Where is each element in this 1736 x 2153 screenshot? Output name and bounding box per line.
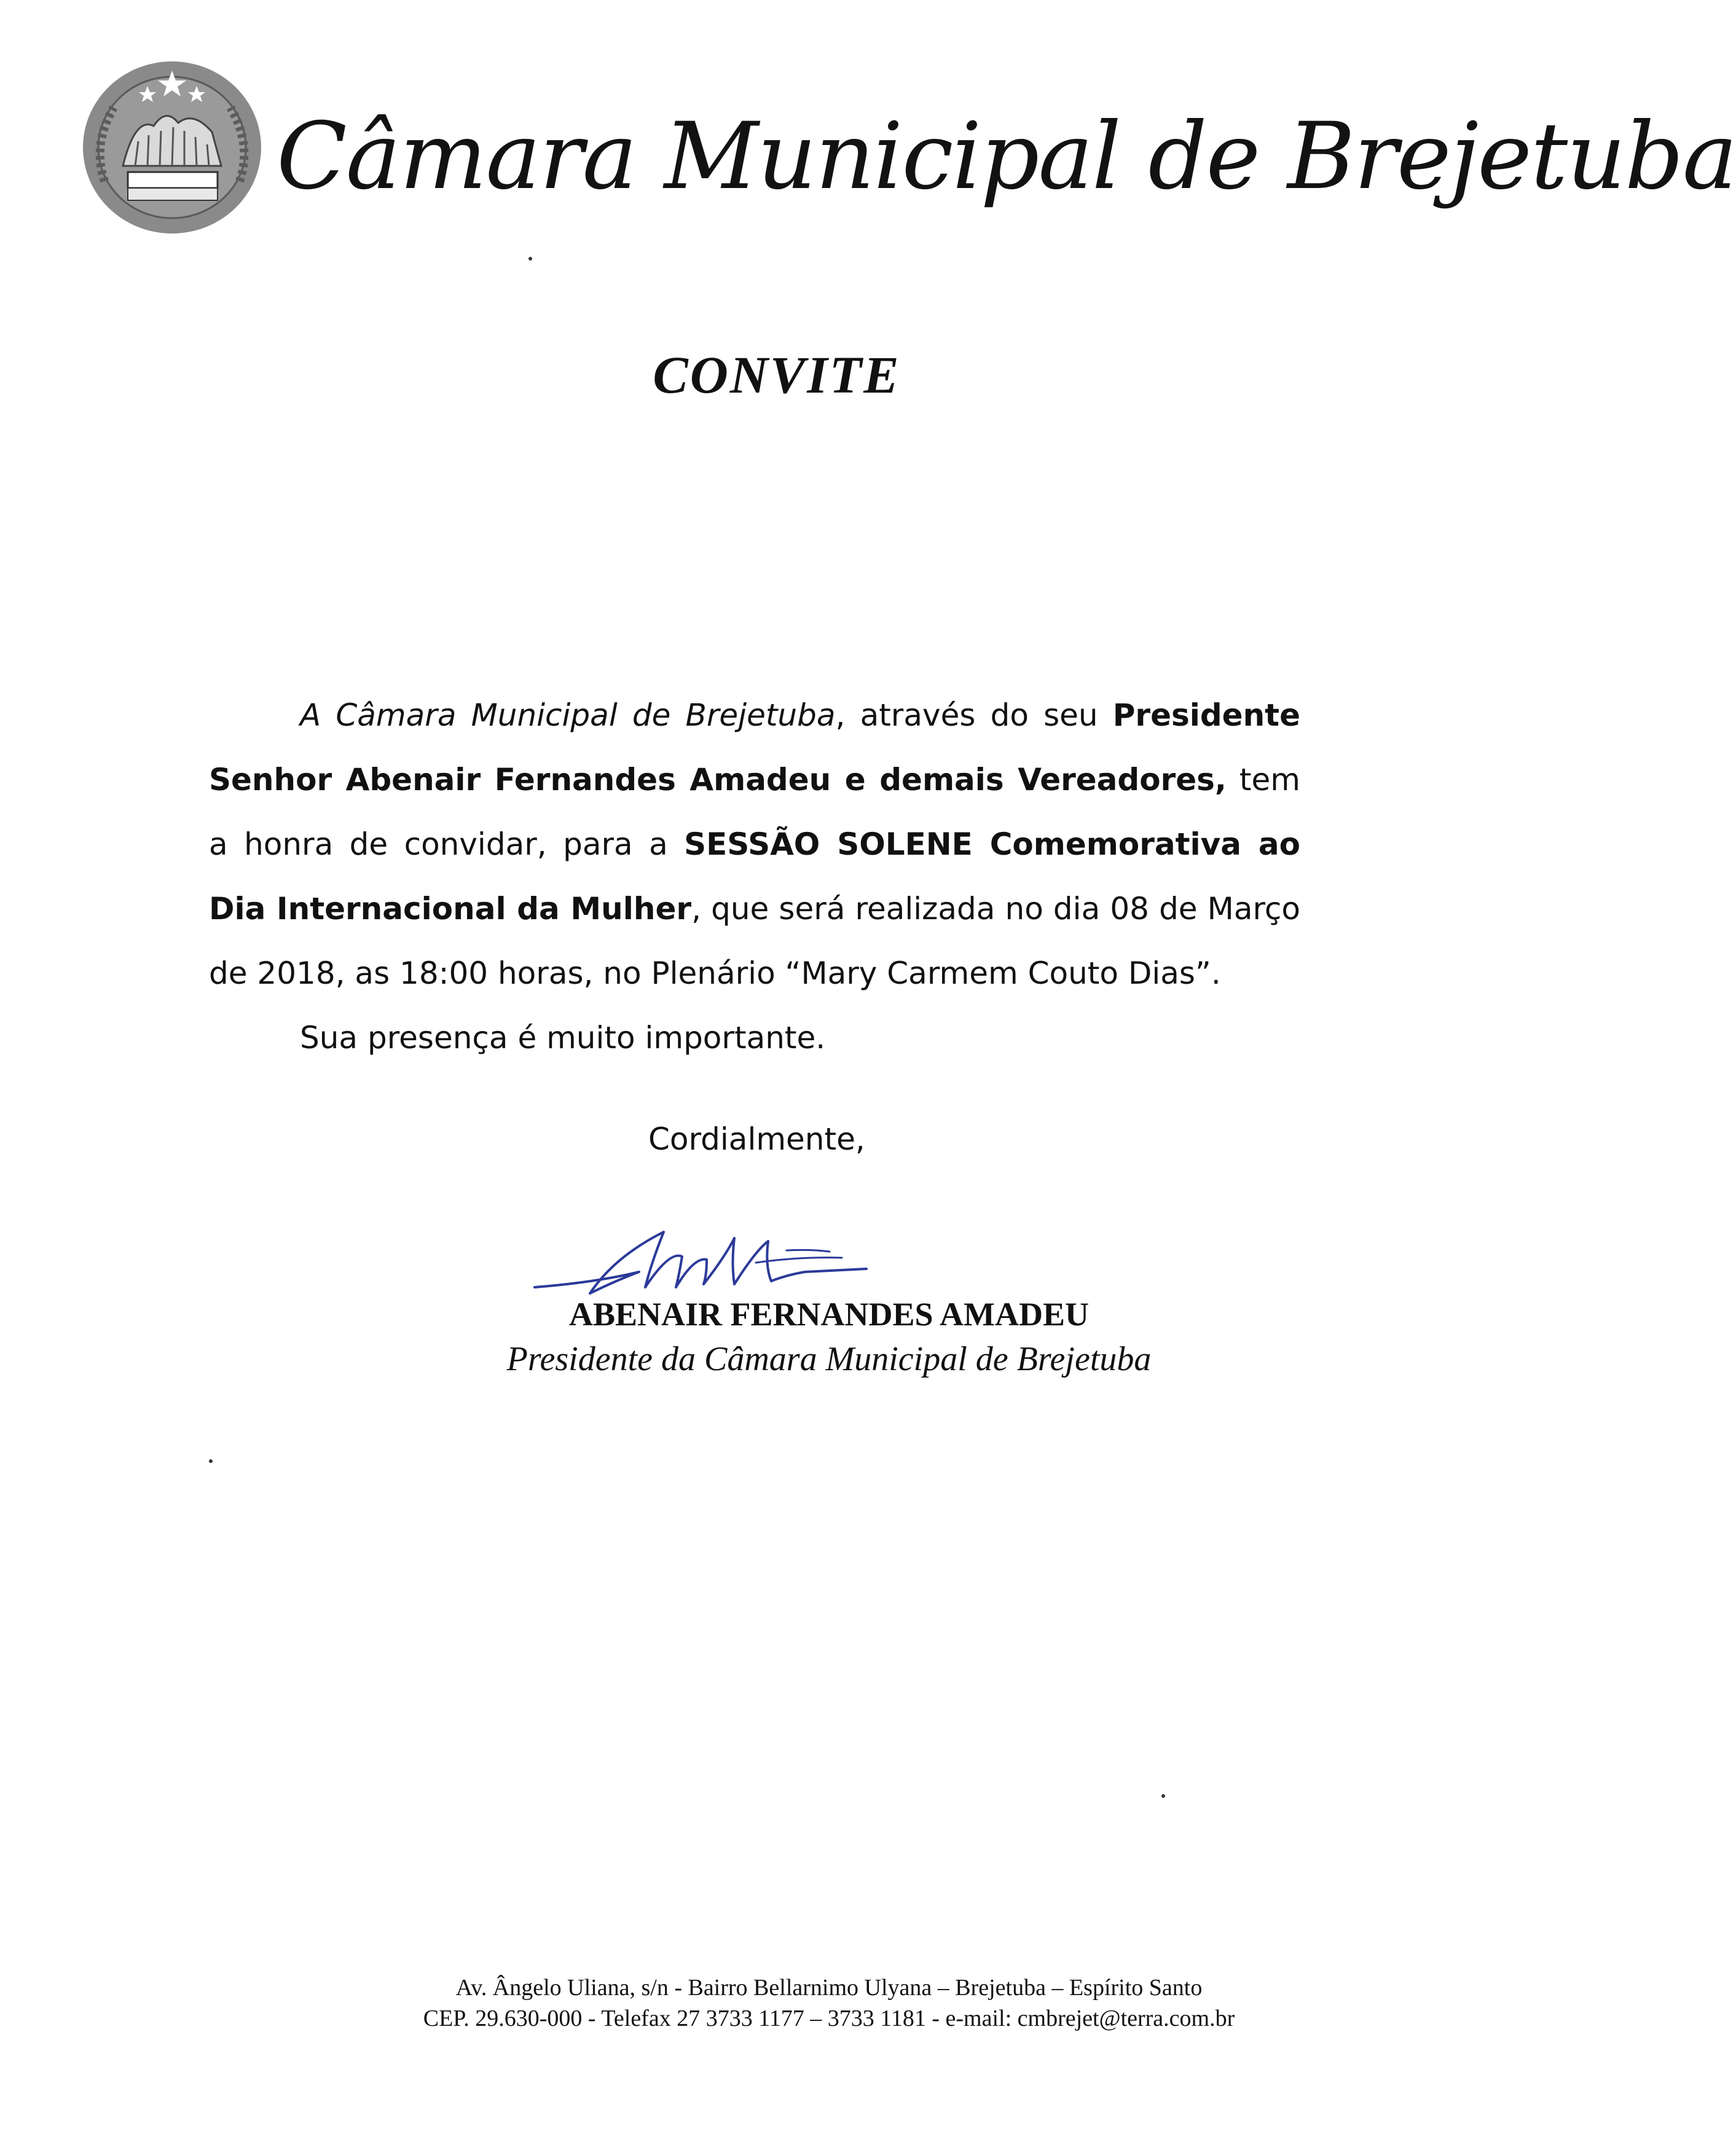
presence-paragraph: Sua presença é muito importante. [300, 1020, 826, 1056]
chamber-name: A Câmara Municipal de Brejetuba [300, 697, 836, 733]
session-name: SESSÃO SOLENE Comemorativa ao Dia Internacional da Mulher [209, 826, 1300, 927]
document-title: CONVITE [653, 345, 901, 404]
scan-speck [209, 1459, 213, 1463]
signer-role: Presidente da Câmara Municipal de Brejetuba [506, 1340, 1152, 1378]
scan-speck [1161, 1794, 1165, 1798]
signature-icon [522, 1214, 891, 1306]
closing-salutation: Cordialmente, [648, 1121, 865, 1157]
footer-contact-line: CEP. 29.630-000 - Telefax 27 3733 1177 – 3733 1181 - e-mail: cmbrejet@terra.com.br [423, 2006, 1235, 2031]
footer-address-line: Av. Ângelo Uliana, s/n - Bairro Bellarnimo Ulyana – Brejetuba – Espírito Santo [455, 1975, 1203, 2001]
municipal-seal [80, 58, 264, 237]
signer-name: ABENAIR FERNANDES AMADEU [568, 1296, 1090, 1333]
body-text-segment: , através do seu [835, 697, 1113, 733]
letterhead-title: Câmara Municipal de Brejetuba [277, 103, 1736, 210]
seal-emblem-icon [80, 58, 264, 237]
footer-address [0, 1972, 1553, 2034]
session-details: , que será realizada no dia 08 de Março de 2018, as 18:00 horas, no Plenário “Mary Carmem Couto Dias”. [209, 891, 1300, 991]
scan-speck [528, 257, 532, 261]
letterhead-header [80, 58, 1736, 243]
invitation-body [209, 683, 1300, 1070]
body-text-segment: tem a honra de convidar, para a [209, 762, 1300, 862]
handwritten-signature [522, 1214, 891, 1306]
president-and-councilors: Presidente Senhor Abenair Fernandes Amadeu e demais Vereadores, [209, 697, 1300, 798]
invitation-paragraph [209, 683, 1300, 1006]
